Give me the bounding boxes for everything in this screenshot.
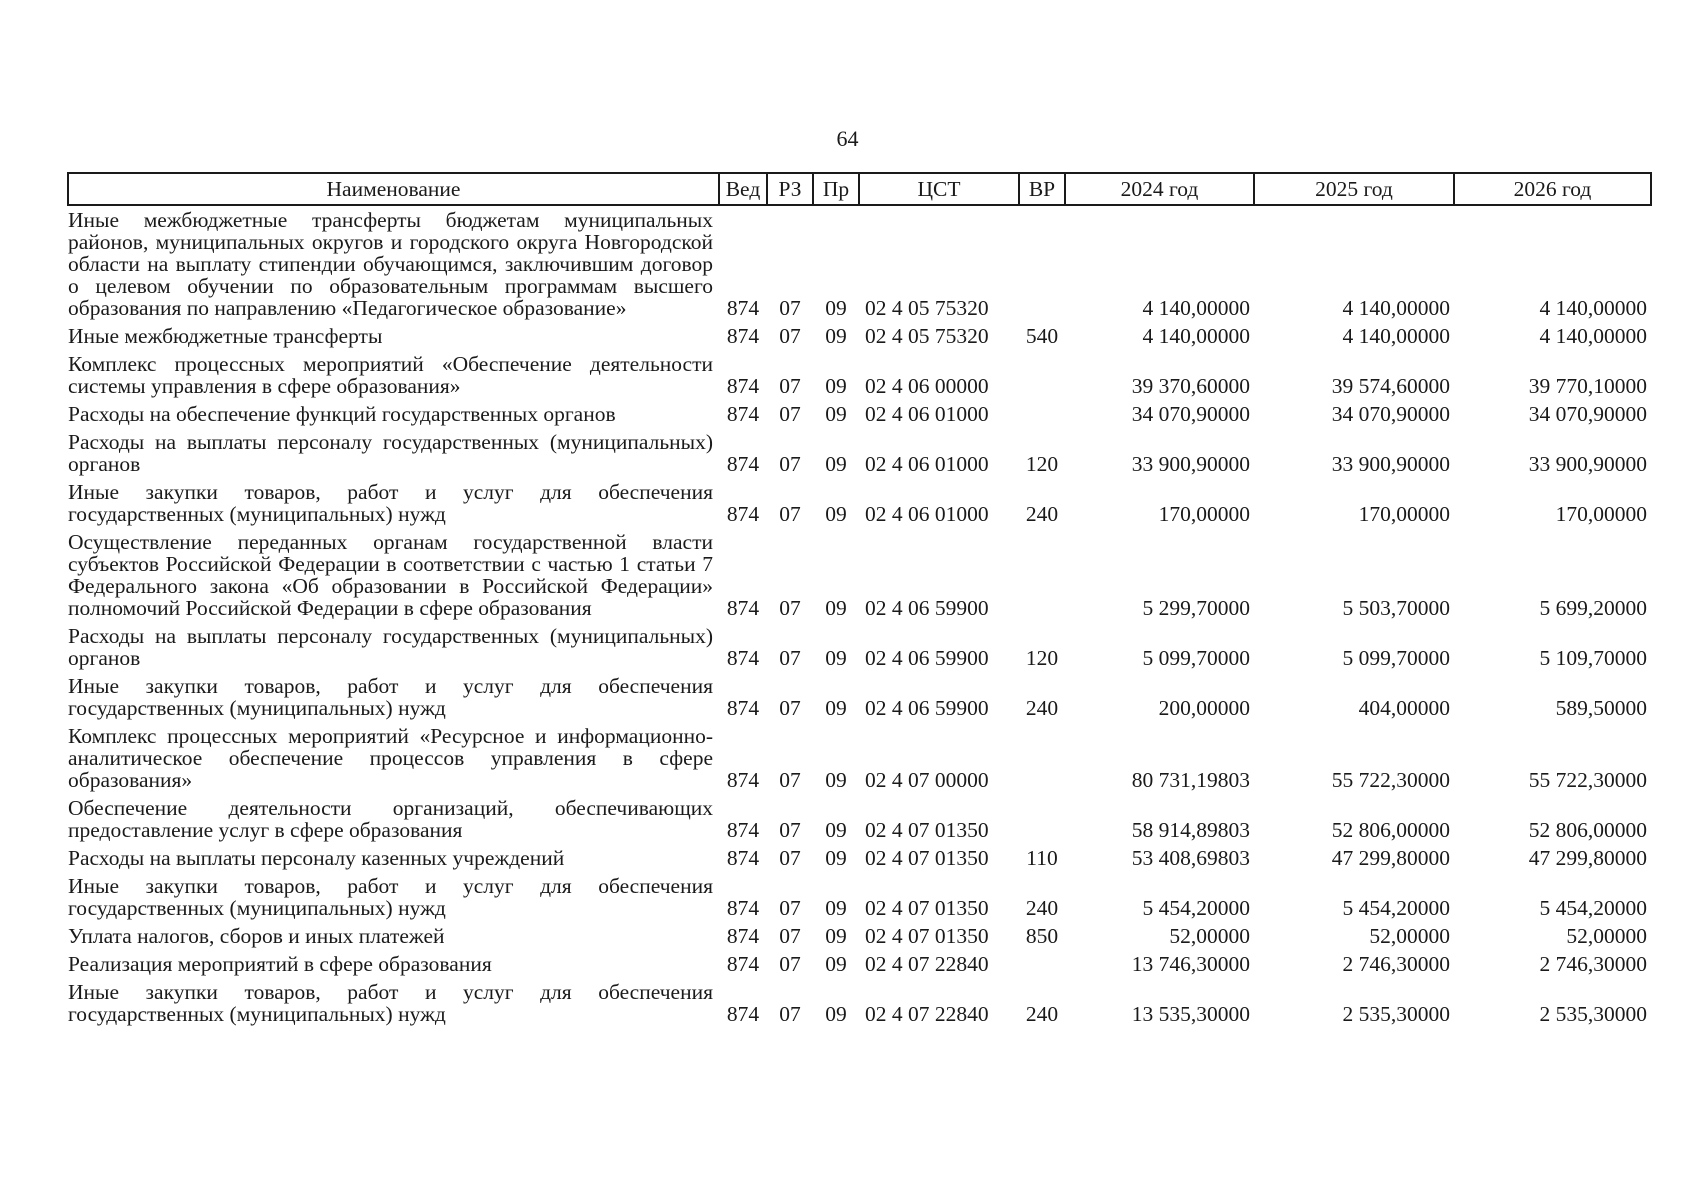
cell-pr: 09 [825,296,847,320]
cell-ved: 874 [726,846,760,870]
cell-cst: 02 4 06 01000 [865,402,989,426]
table-row [68,922,1651,950]
cell-ved: 874 [726,324,760,348]
cell-rz: 07 [779,374,801,398]
cell-name: Комплекс процессных мероприятий «Ресурсное и информационно-аналитическое обеспечение процессов управления в сфере образования» [68,724,713,792]
cell-pr: 09 [825,402,847,426]
cell-name: Реализация мероприятий в сфере образования [68,952,492,976]
cell-2024: 13 746,30000 [1131,952,1250,976]
cell-ved: 874 [726,502,760,526]
cell-2026: 39 770,10000 [1528,374,1647,398]
cell-2025: 34 070,90000 [1331,402,1450,426]
cell-rz: 07 [779,846,801,870]
cell-name: Обеспечение деятельности организаций, обеспечивающих предоставление услуг в сфере образования [68,796,713,842]
cell-cst: 02 4 06 59900 [865,596,989,620]
header-row [68,173,1651,205]
table-row [68,794,1651,844]
cell-vr: 240 [1025,896,1059,920]
header-rz: РЗ [767,173,813,205]
cell-vr [1019,722,1065,794]
cell-2026: 2 535,30000 [1539,1002,1647,1026]
cell-pr: 09 [825,896,847,920]
cell-2026: 4 140,00000 [1539,296,1647,320]
header-vr: ВР [1019,173,1065,205]
cell-rz: 07 [779,502,801,526]
table-header [68,173,1651,205]
cell-vr [1019,950,1065,978]
cell-2026: 55 722,30000 [1528,768,1647,792]
cell-cst: 02 4 07 00000 [865,768,989,792]
header-2024: 2024 год [1065,173,1254,205]
cell-ved: 874 [726,696,760,720]
budget-table [67,172,1652,1028]
cell-cst: 02 4 07 22840 [865,952,989,976]
header-2025: 2025 год [1254,173,1454,205]
table-row [68,400,1651,428]
cell-2025: 5 099,70000 [1342,646,1450,670]
cell-ved: 874 [726,1002,760,1026]
cell-ved: 874 [726,374,760,398]
cell-2025: 47 299,80000 [1331,846,1450,870]
cell-vr: 240 [1025,502,1059,526]
cell-vr [1019,528,1065,622]
cell-cst: 02 4 05 75320 [865,324,989,348]
cell-2024: 5 299,70000 [1142,596,1250,620]
cell-2024: 33 900,90000 [1131,452,1250,476]
cell-pr: 09 [825,596,847,620]
table-row [68,205,1651,322]
cell-2025: 404,00000 [1358,696,1450,720]
cell-cst: 02 4 06 00000 [865,374,989,398]
cell-pr: 09 [825,846,847,870]
cell-2026: 34 070,90000 [1528,402,1647,426]
cell-2025: 39 574,60000 [1331,374,1450,398]
cell-name: Комплекс процессных мероприятий «Обеспечение деятельности системы управления в сфере образования» [68,352,713,398]
cell-2026: 589,50000 [1555,696,1647,720]
cell-pr: 09 [825,374,847,398]
cell-pr: 09 [825,324,847,348]
cell-ved: 874 [726,818,760,842]
cell-2024: 58 914,89803 [1131,818,1250,842]
cell-pr: 09 [825,646,847,670]
cell-ved: 874 [726,646,760,670]
cell-vr: 120 [1025,646,1059,670]
cell-rz: 07 [779,924,801,948]
table-row [68,322,1651,350]
cell-ved: 874 [726,596,760,620]
cell-2024: 4 140,00000 [1142,324,1250,348]
cell-2025: 170,00000 [1358,502,1450,526]
cell-2024: 13 535,30000 [1131,1002,1250,1026]
cell-pr: 09 [825,1002,847,1026]
cell-ved: 874 [726,768,760,792]
cell-2025: 4 140,00000 [1342,324,1450,348]
cell-vr: 240 [1025,696,1059,720]
cell-rz: 07 [779,296,801,320]
table-row [68,672,1651,722]
cell-2024: 5 099,70000 [1142,646,1250,670]
cell-2024: 53 408,69803 [1131,846,1250,870]
cell-name: Иные закупки товаров, работ и услуг для обеспечения государственных (муниципальных) нужд [68,980,713,1026]
table-row [68,478,1651,528]
table-row [68,978,1651,1028]
cell-name: Иные закупки товаров, работ и услуг для обеспечения государственных (муниципальных) нужд [68,674,713,720]
table-row [68,428,1651,478]
cell-2026: 5 109,70000 [1539,646,1647,670]
cell-2026: 5 454,20000 [1539,896,1647,920]
cell-ved: 874 [726,952,760,976]
table-row [68,950,1651,978]
cell-name: Расходы на выплаты персоналу казенных учреждений [68,846,565,870]
cell-2026: 33 900,90000 [1528,452,1647,476]
cell-vr [1019,794,1065,844]
cell-pr: 09 [825,818,847,842]
cell-2025: 2 535,30000 [1342,1002,1450,1026]
table-row [68,722,1651,794]
cell-cst: 02 4 06 01000 [865,452,989,476]
cell-2026: 5 699,20000 [1539,596,1647,620]
cell-ved: 874 [726,896,760,920]
cell-2024: 200,00000 [1158,696,1250,720]
cell-cst: 02 4 06 59900 [865,646,989,670]
cell-pr: 09 [825,452,847,476]
cell-vr [1019,350,1065,400]
cell-2025: 4 140,00000 [1342,296,1450,320]
cell-rz: 07 [779,646,801,670]
cell-vr [1019,205,1065,322]
header-ved: Вед [719,173,767,205]
table-body [68,205,1651,1028]
cell-name: Иные закупки товаров, работ и услуг для обеспечения государственных (муниципальных) нужд [68,874,713,920]
cell-pr: 09 [825,502,847,526]
cell-pr: 09 [825,924,847,948]
cell-2025: 55 722,30000 [1331,768,1450,792]
cell-2025: 5 503,70000 [1342,596,1450,620]
table-row [68,872,1651,922]
header-name: Наименование [68,173,719,205]
cell-rz: 07 [779,952,801,976]
cell-2026: 52 806,00000 [1528,818,1647,842]
cell-cst: 02 4 07 01350 [865,924,989,948]
cell-cst: 02 4 06 59900 [865,696,989,720]
cell-cst: 02 4 07 22840 [865,1002,989,1026]
cell-name: Иные межбюджетные трансферты бюджетам муниципальных районов, муниципальных округов и городского округа Новгородской области на выплату стипендии обучающимся, заключившим договор о целевом обучении по образовательным программам высшего образования по направлению «Педагогическое образование» [68,208,713,320]
cell-2024: 80 731,19803 [1131,768,1250,792]
cell-2024: 5 454,20000 [1142,896,1250,920]
cell-pr: 09 [825,768,847,792]
cell-rz: 07 [779,452,801,476]
table-row [68,622,1651,672]
cell-cst: 02 4 05 75320 [865,296,989,320]
cell-cst: 02 4 07 01350 [865,846,989,870]
cell-rz: 07 [779,896,801,920]
cell-ved: 874 [726,402,760,426]
table-row [68,844,1651,872]
header-2026: 2026 год [1454,173,1651,205]
cell-rz: 07 [779,696,801,720]
cell-ved: 874 [726,924,760,948]
cell-ved: 874 [726,296,760,320]
cell-2026: 47 299,80000 [1528,846,1647,870]
cell-pr: 09 [825,696,847,720]
cell-2024: 39 370,60000 [1131,374,1250,398]
cell-name: Уплата налогов, сборов и иных платежей [68,924,445,948]
cell-2024: 4 140,00000 [1142,296,1250,320]
cell-2026: 52,00000 [1566,924,1647,948]
cell-ved: 874 [726,452,760,476]
cell-2026: 2 746,30000 [1539,952,1647,976]
header-cst: ЦСТ [859,173,1019,205]
cell-2024: 52,00000 [1169,924,1250,948]
cell-vr: 240 [1025,1002,1059,1026]
cell-rz: 07 [779,1002,801,1026]
cell-vr: 120 [1025,452,1059,476]
cell-cst: 02 4 07 01350 [865,818,989,842]
cell-2024: 170,00000 [1158,502,1250,526]
header-pr: Пр [813,173,859,205]
cell-2025: 2 746,30000 [1342,952,1450,976]
cell-name: Расходы на выплаты персоналу государственных (муниципальных) органов [68,430,713,476]
cell-vr [1019,400,1065,428]
table-row [68,528,1651,622]
cell-rz: 07 [779,324,801,348]
cell-2025: 52,00000 [1369,924,1450,948]
cell-2024: 34 070,90000 [1131,402,1250,426]
cell-2025: 52 806,00000 [1331,818,1450,842]
table-row [68,350,1651,400]
cell-name: Осуществление переданных органам государственной власти субъектов Российской Федерации в соответствии с частью 1 статьи 7 Федерального закона «Об образовании в Российской Федерации» полномочий Российской Федерации в сфере образования [68,530,713,620]
cell-name: Иные закупки товаров, работ и услуг для обеспечения государственных (муниципальных) нужд [68,480,713,526]
cell-rz: 07 [779,768,801,792]
cell-vr: 540 [1025,324,1059,348]
cell-vr: 110 [1026,846,1058,870]
cell-rz: 07 [779,402,801,426]
cell-rz: 07 [779,818,801,842]
cell-vr: 850 [1025,924,1059,948]
cell-2025: 5 454,20000 [1342,896,1450,920]
cell-2026: 4 140,00000 [1539,324,1647,348]
cell-cst: 02 4 07 01350 [865,896,989,920]
cell-name: Иные межбюджетные трансферты [68,324,383,348]
page-number: 64 [836,126,859,151]
cell-2025: 33 900,90000 [1331,452,1450,476]
cell-rz: 07 [779,596,801,620]
cell-name: Расходы на обеспечение функций государственных органов [68,402,616,426]
cell-cst: 02 4 06 01000 [865,502,989,526]
cell-name: Расходы на выплаты персоналу государственных (муниципальных) органов [68,624,713,670]
cell-pr: 09 [825,952,847,976]
cell-2026: 170,00000 [1555,502,1647,526]
